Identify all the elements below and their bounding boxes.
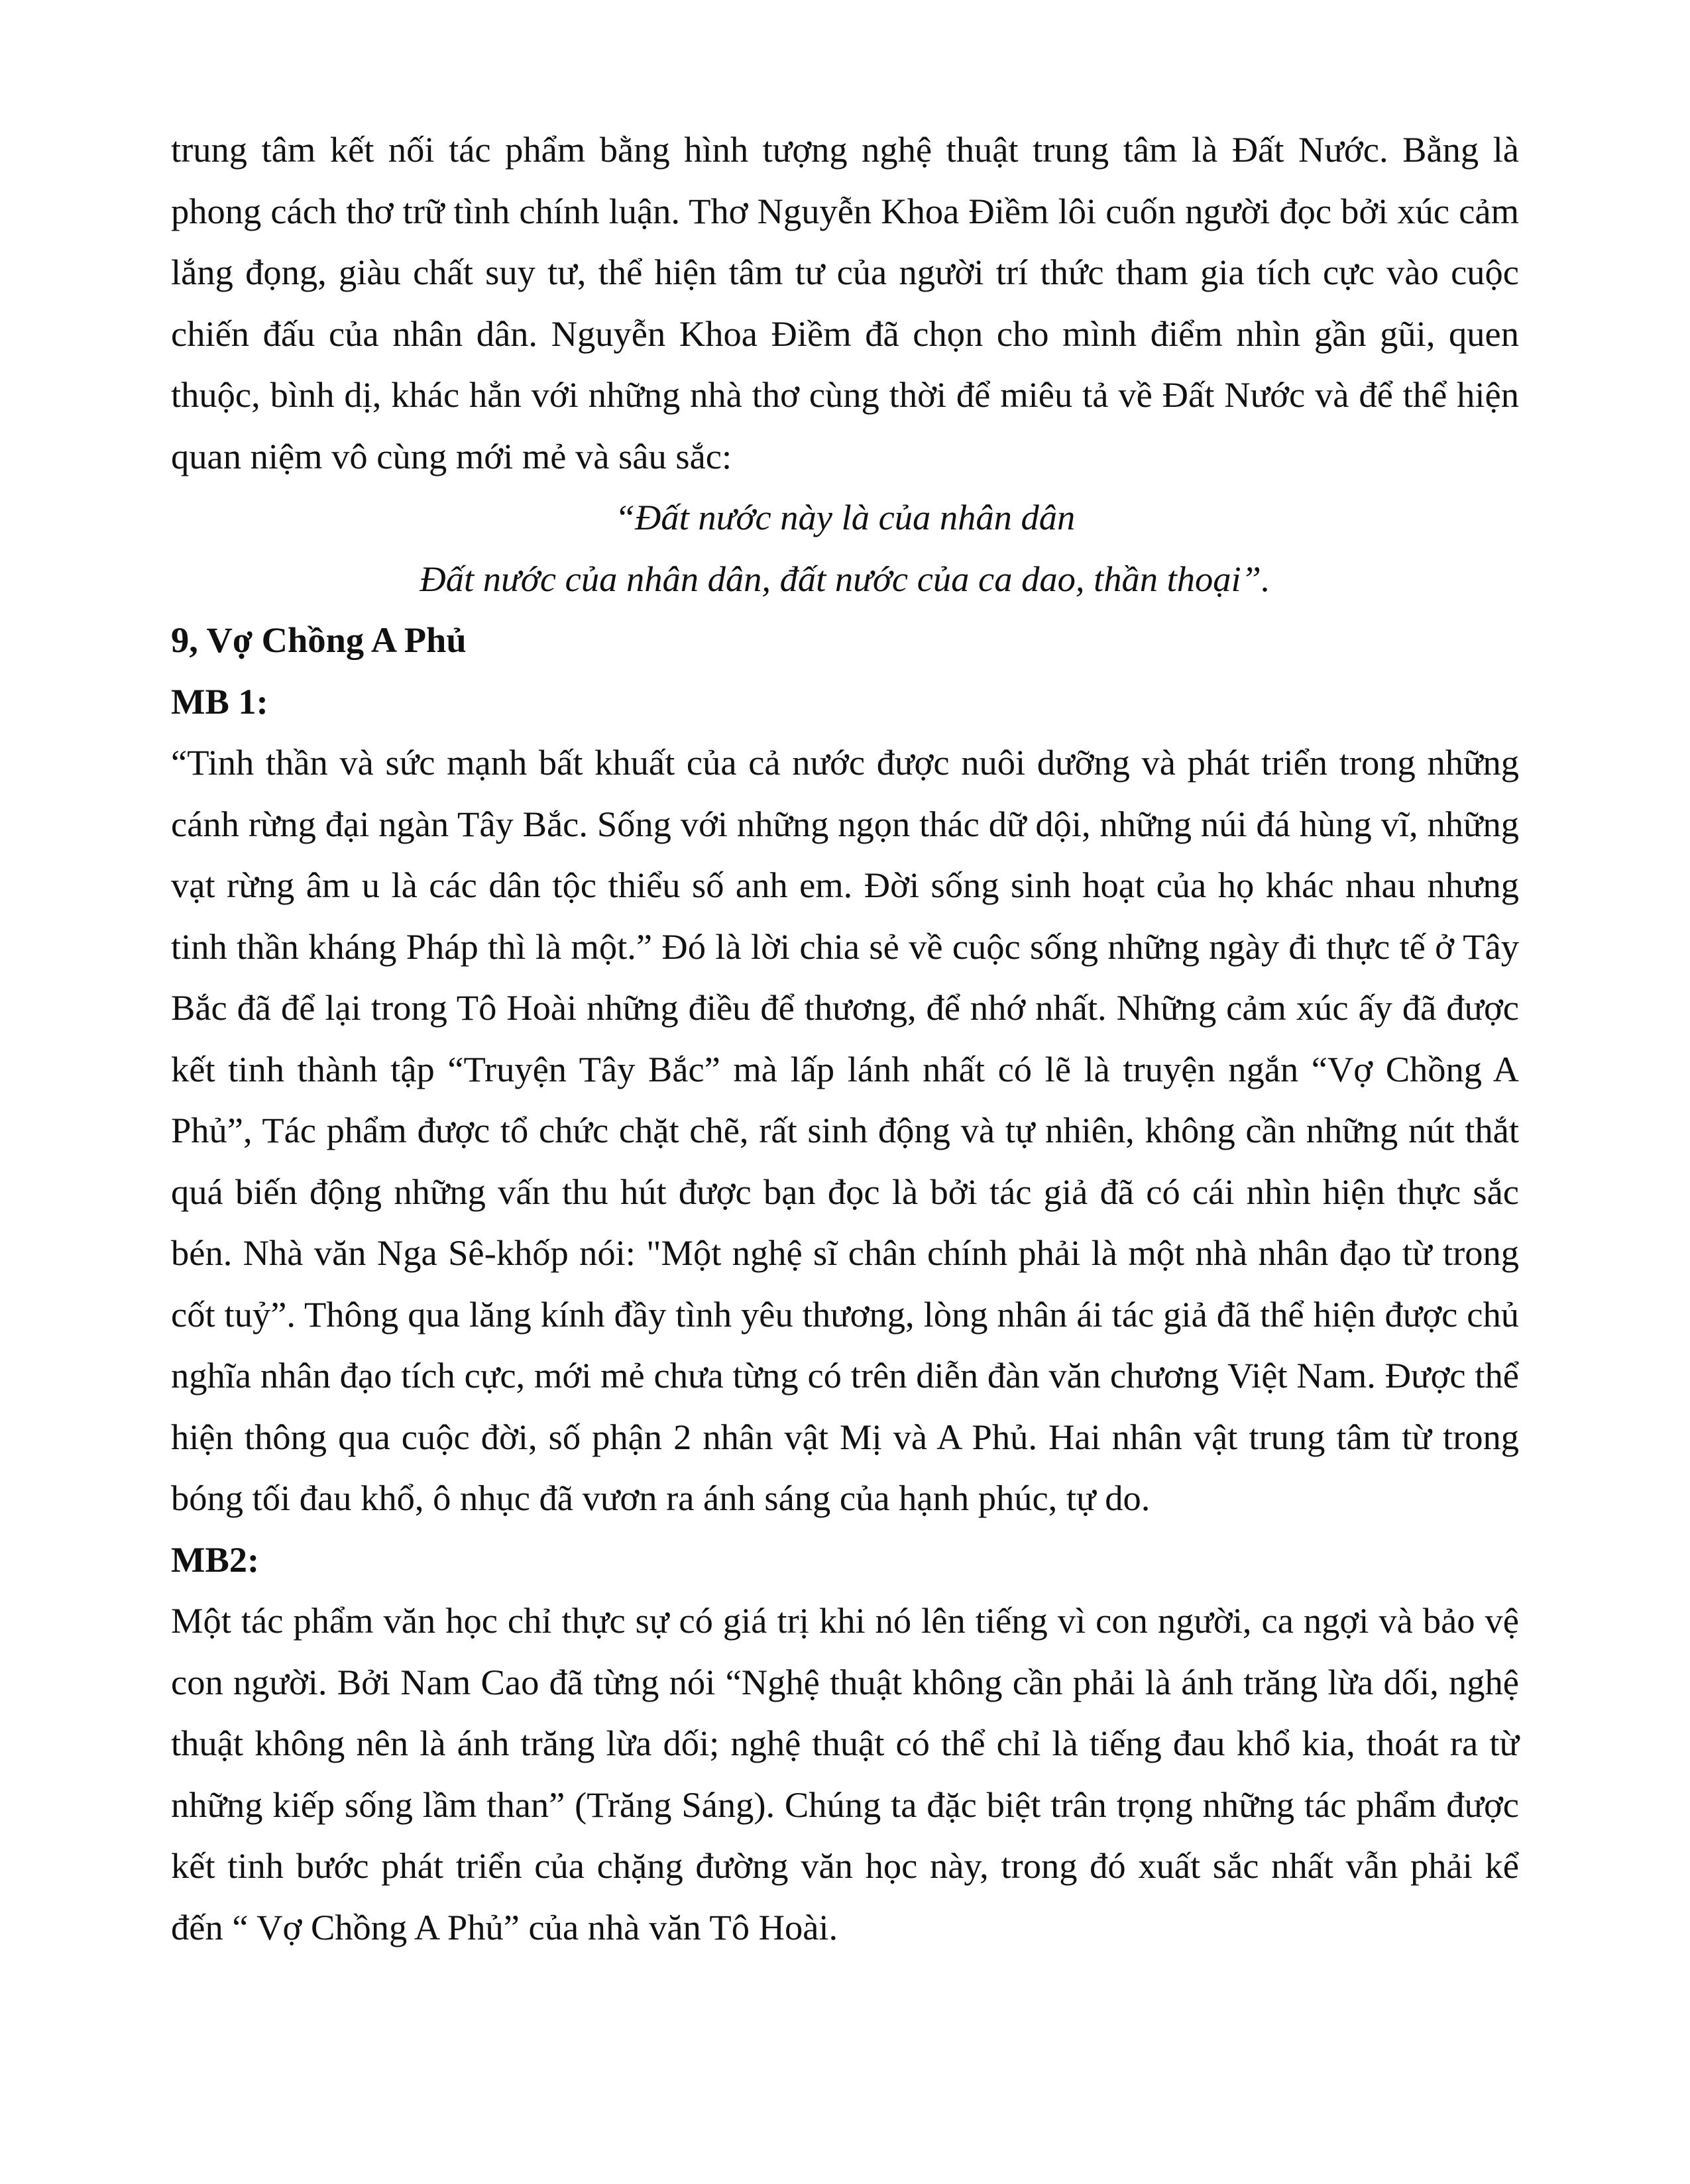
section-heading: 9, Vợ Chồng A Phủ <box>171 620 467 660</box>
mb1-heading: MB 1: <box>171 681 268 722</box>
poem-quote-line-1: “Đất nước này là của nhân dân <box>614 497 1076 537</box>
mb1-paragraph: “Tinh thần và sức mạnh bất khuất của cả nước được nuôi dưỡng và phát triển trong những cánh rừng đại ngàn Tây Bắc. Sống với những ngọn thác dữ dội, những núi đá hùng vĩ, những vạt rừng âm u là các dân tộc thiểu số anh em. Đời sống sinh hoạt của họ khác nhau nhưng tinh thần kháng Pháp thì là một.” Đó là lời chia sẻ về cuộc sống những ngày đi thực tế ở Tây Bắc đã để lại trong Tô Hoài những điều để thương, để nhớ nhất. Những cảm xúc ấy đã được kết tinh thành tập “Truyện Tây Bắc” mà lấp lánh nhất có lẽ là truyện ngắn “Vợ Chồng A Phủ”, Tác phẩm được tổ chức chặt chẽ, rất sinh động và tự nhiên, không cần những nút thắt quá biến động những vấn thu hút được bạn đọc là bởi tác giả đã có cái nhìn hiện thực sắc bén. Nhà văn Nga Sê-khốp nói: "Một nghệ sĩ chân chính phải là một nhà nhân đạo từ trong cốt tuỷ”. Thông qua lăng kính đầy tình yêu thương, lòng nhân ái tác giả đã thể hiện được chủ nghĩa nhân đạo tích cực, mới mẻ chưa từng có trên diễn đàn văn chương Việt Nam. Được thể hiện thông qua cuộc đời, số phận 2 nhân vật Mị và A Phủ. Hai nhân vật trung tâm từ trong bóng tối đau khổ, ô nhục đã vươn ra ánh sáng của hạnh phúc, tự do. <box>171 742 1519 1518</box>
poem-quote-line-2: Đất nước của nhân dân, đất nước của ca dao, thần thoại”. <box>420 558 1270 599</box>
mb2-heading: MB2: <box>171 1539 260 1580</box>
mb2-paragraph: Một tác phẩm văn học chỉ thực sự có giá trị khi nó lên tiếng vì con người, ca ngợi và bảo vệ con người. Bởi Nam Cao đã từng nói “Nghệ thuật không cần phải là ánh trăng lừa dối, nghệ thuật không nên là ánh trăng lừa dối; nghệ thuật có thể chỉ là tiếng đau khổ kia, thoát ra từ những kiếp sống lầm than” (Trăng Sáng). Chúng ta đặc biệt trân trọng những tác phẩm được kết tinh bước phát triển của chặng đường văn học này, trong đó xuất sắc nhất vẫn phải kể đến “ Vợ Chồng A Phủ” của nhà văn Tô Hoài. <box>171 1600 1519 1947</box>
document-page <box>171 119 1519 1958</box>
poem-quote <box>171 487 1519 610</box>
intro-paragraph: trung tâm kết nối tác phẩm bằng hình tượng nghệ thuật trung tâm là Đất Nước. Bằng là phong cách thơ trữ tình chính luận. Thơ Nguyễn Khoa Điềm lôi cuốn người đọc bởi xúc cảm lắng đọng, giàu chất suy tư, thể hiện tâm tư của người trí thức tham gia tích cực vào cuộc chiến đấu của nhân dân. Nguyễn Khoa Điềm đã chọn cho mình điểm nhìn gần gũi, quen thuộc, bình dị, khác hẳn với những nhà thơ cùng thời để miêu tả về Đất Nước và để thể hiện quan niệm vô cùng mới mẻ và sâu sắc: <box>171 129 1519 476</box>
